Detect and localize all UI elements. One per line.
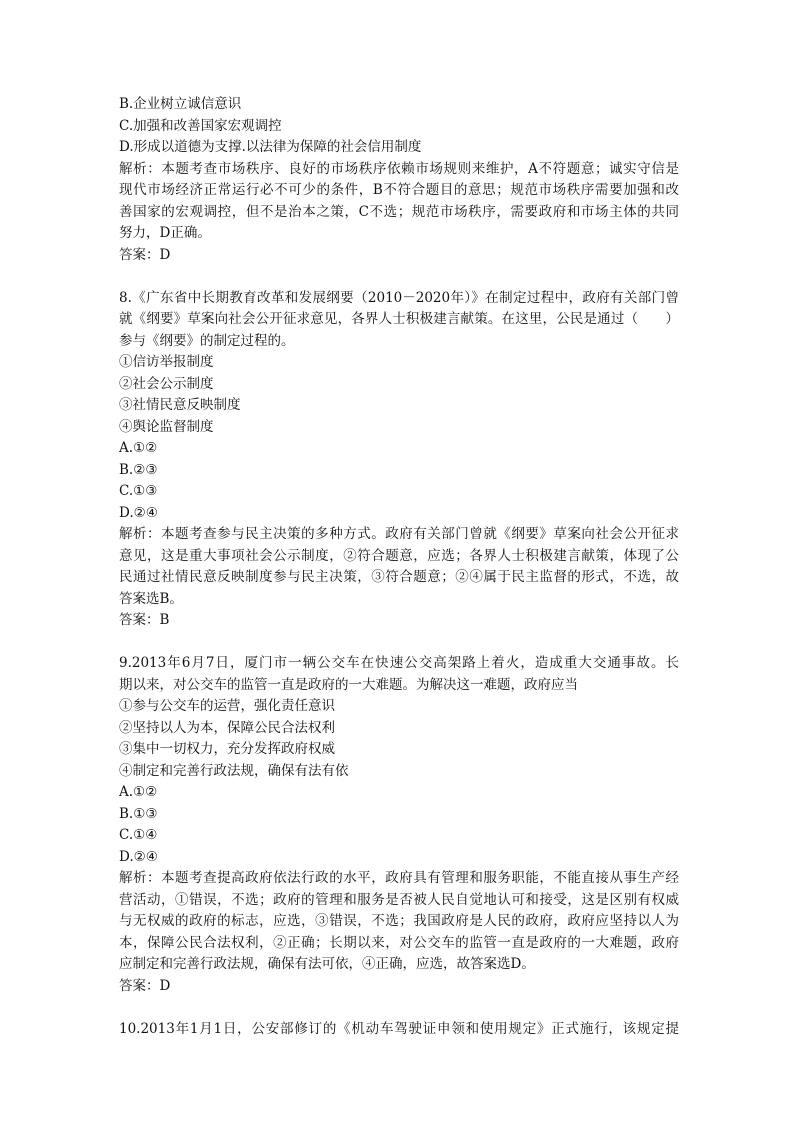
analysis-line: 解析：本题考查市场秩序、良好的市场秩序依赖市场规则来维护，A不符题意；诚实守信是 [119, 160, 679, 177]
spacer [119, 266, 679, 288]
question-8 [119, 288, 679, 632]
statement-item: ③集中一切权力，充分发挥政府权威 [119, 741, 335, 757]
question-stem-line: 参与《纲要》的制定过程的。 [119, 332, 295, 349]
option-d: D.②④ [119, 848, 158, 865]
analysis-line: 解析：本题考查参与民主决策的多种方式。政府有关部门曾就《纲要》草案向社会公开征求 [119, 526, 679, 542]
analysis-line: 现代市场经济正常运行必不可少的条件，B不符合题目的意思；规范市场秩序需要加强和改 [119, 182, 679, 198]
document-page [119, 94, 679, 1040]
statement-item: ②社会公示制度 [119, 375, 214, 392]
statement-item: ①参与公交车的运营，强化责任意识 [119, 698, 335, 714]
option-b: B.①③ [119, 805, 158, 822]
option-a: A.①② [119, 440, 158, 456]
answer-line: 答案：D [119, 246, 171, 263]
analysis-line: 应制定和完善行政法规，确保有法可依，④正确，应选，故答案选D。 [119, 956, 535, 972]
question-stem-line: 就《纲要》草案向社会公开征求意见，各界人士积极建言献策。在这里，公民是通过（ ） [119, 311, 679, 327]
option-a: A.①② [119, 784, 158, 800]
statement-item: ④舆论监督制度 [119, 418, 214, 435]
question-7-tail [119, 94, 679, 266]
option-c: C.①③ [119, 483, 158, 499]
question-9 [119, 653, 679, 997]
statement-item: ①信访举报制度 [119, 354, 214, 370]
analysis-line: 民通过社情民意反映制度参与民主决策，③符合题意；②④属于民主监督的形式，不选，故 [119, 569, 679, 585]
statement-item: ②坚持以人为本，保障公民合法权利 [119, 719, 335, 736]
option-c: C.加强和改善国家宏观调控 [119, 117, 282, 134]
answer-line: 答案：B [119, 612, 170, 628]
statement-item: ④制定和完善行政法规，确保有法有依 [119, 762, 349, 779]
statement-item: ③社情民意反映制度 [119, 397, 241, 413]
question-stem-line: 期以来，对公交车的监管一直是政府的一大难题。为解决这一难题，政府应当 [119, 676, 578, 693]
analysis-line: 努力，D正确。 [119, 225, 211, 241]
question-stem-line: 8.《广东省中长期教育改革和发展纲要（2010－2020年）》在制定过程中，政府有关部门曾 [119, 289, 679, 306]
question-stem-line: 9.2013年6月7日，厦门市一辆公交车在快速公交高架路上着火，造成重大交通事故。长 [119, 655, 679, 671]
option-b: B.②③ [119, 461, 158, 478]
analysis-line: 解析：本题考查提高政府依法行政的水平，政府具有管理和服务职能，不能直接从事生产经 [119, 870, 679, 886]
analysis-line: 意见，这是重大事项社会公示制度，②符合题意，应选；各界人士积极建言献策，体现了公 [119, 547, 679, 564]
analysis-line: 善国家的宏观调控，但不是治本之策，C不选；规范市场秩序，需要政府和市场主体的共同 [119, 203, 679, 220]
option-c: C.①④ [119, 827, 158, 843]
spacer [119, 632, 679, 654]
option-d: D.②④ [119, 504, 158, 521]
option-d: D.形成以道德为支撑.以法律为保障的社会信用制度 [119, 139, 422, 155]
answer-line: 答案：D [119, 977, 171, 994]
analysis-line: 答案选B。 [119, 590, 183, 607]
spacer [119, 997, 679, 1019]
option-b: B.企业树立诚信意识 [119, 96, 242, 112]
analysis-line: 本，保障公民合法权利，②正确；长期以来，对公交车的监管一直是政府的一大难题，政府 [119, 934, 679, 951]
analysis-line: 与无权威的政府的标志，应选，③错误，不选；我国政府是人民的政府，政府应坚持以人为 [119, 913, 679, 929]
analysis-line: 营活动，①错误，不选；政府的管理和服务是否被人民自觉地认可和接受，这是区别有权威 [119, 891, 679, 908]
question-10 [119, 1019, 679, 1041]
question-stem-line: 10.2013年1月1日，公安部修订的《机动车驾驶证申领和使用规定》正式施行，该规定提 [119, 1020, 679, 1037]
